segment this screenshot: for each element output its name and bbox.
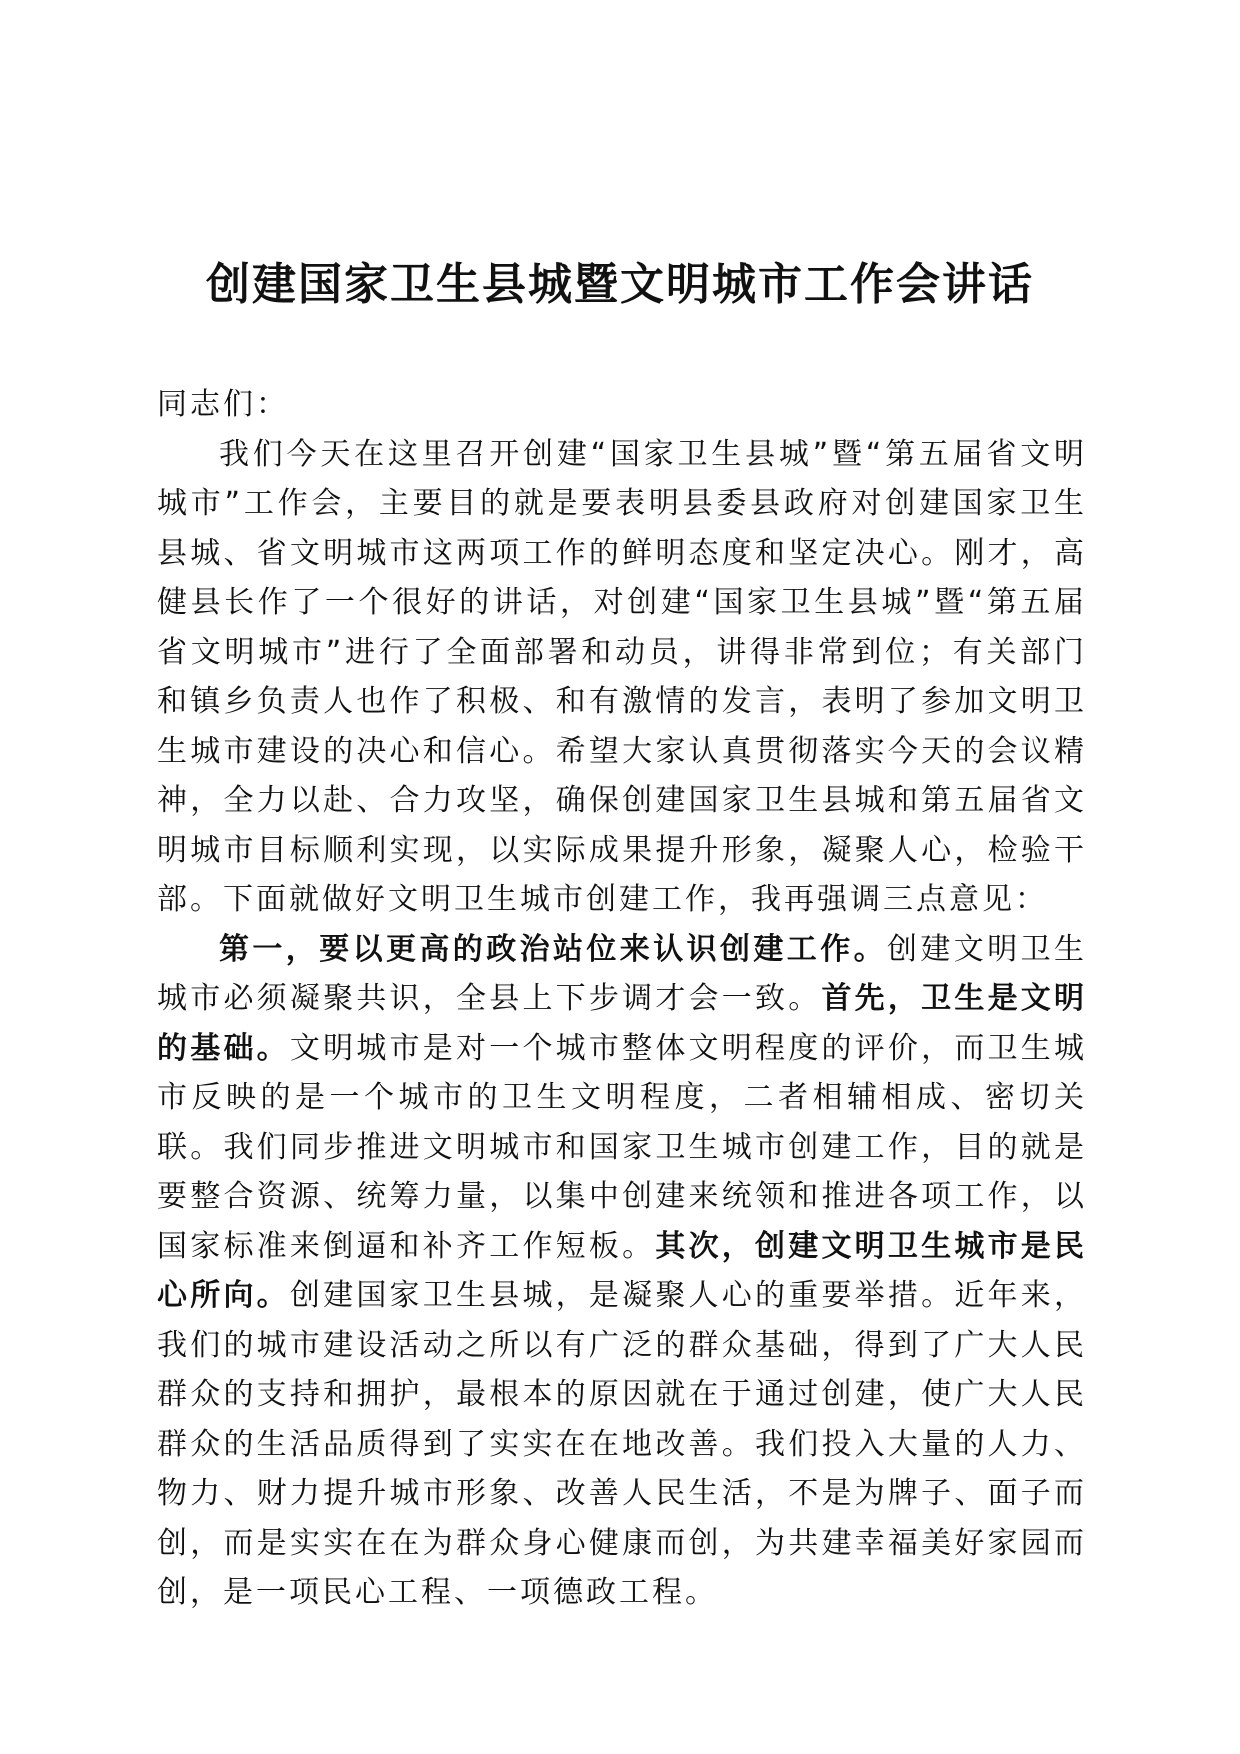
paragraph-intro: 我们今天在这里召开创建“国家卫生县城”暨“第五届省文明城市”工作会，主要目的就是要表明县委县政府对创建国家卫生县城、省文明城市这两项工作的鲜明态度和坚定决心。刚才，高健县长作了一个很好的讲话，对创建“国家卫生县城”暨“第五届省文明城市”进行了全面部署和动员，讲得非常到位；有关部门和镇乡负责人也作了积极、和有激情的发言，表明了参加文明卫生城市建设的决心和信心。希望大家认真贯彻落实今天的会议精神，全力以赴、合力攻坚，确保创建国家卫生县城和第五届省文明城市目标顺利实现，以实际成果提升形象，凝聚人心，检验干部。下面就做好文明卫生城市创建工作，我再强调三点意见： (157, 436, 1087, 917)
document-title: 创建国家卫生县城暨文明城市工作会讲话 (206, 259, 1034, 310)
section-heading-first: 第一，要以更高的政治站位来认识创建工作。 (219, 931, 887, 967)
subpoint-heading-second: 其次，创建文明卫生城市是民心所向。 (157, 1228, 1088, 1313)
paragraph-text: 文明城市是对一个城市整体文明程度的评价，而卫生城市反映的是一个城市的卫生文明程度，二者相辅相成、密切关联。我们同步推进文明城市和国家卫生城市创建工作，目的就是要整合资源、统筹力量，以集中创建来统领和推进各项工作，以国家标准来倒逼和补齐工作短板。 (157, 1030, 1088, 1264)
salutation: 同志们： (157, 387, 289, 422)
paragraph-text: 创建文明卫生城市必须凝聚共识，全县上下步调才会一致。 (157, 931, 1087, 1016)
subpoint-heading-first: 首先，卫生是文明的基础。 (157, 981, 1088, 1066)
document-body (157, 380, 1087, 1618)
paragraph-text: 创建国家卫生县城，是凝聚人心的重要举措。近年来，我们的城市建设活动之所以有广泛的群众基础，得到了广大人民群众的支持和拥护，最根本的原因就在于通过创建，使广大人民群众的生活品质得到了实实在在地改善。我们投入大量的人力、物力、财力提升城市形象、改善人民生活，不是为牌子、面子而创，而是实实在在为群众身心健康而创，为共建幸福美好家园而创，是一项民心工程、一项德政工程。 (157, 1278, 1088, 1610)
paragraph-first-point (157, 925, 1087, 1618)
